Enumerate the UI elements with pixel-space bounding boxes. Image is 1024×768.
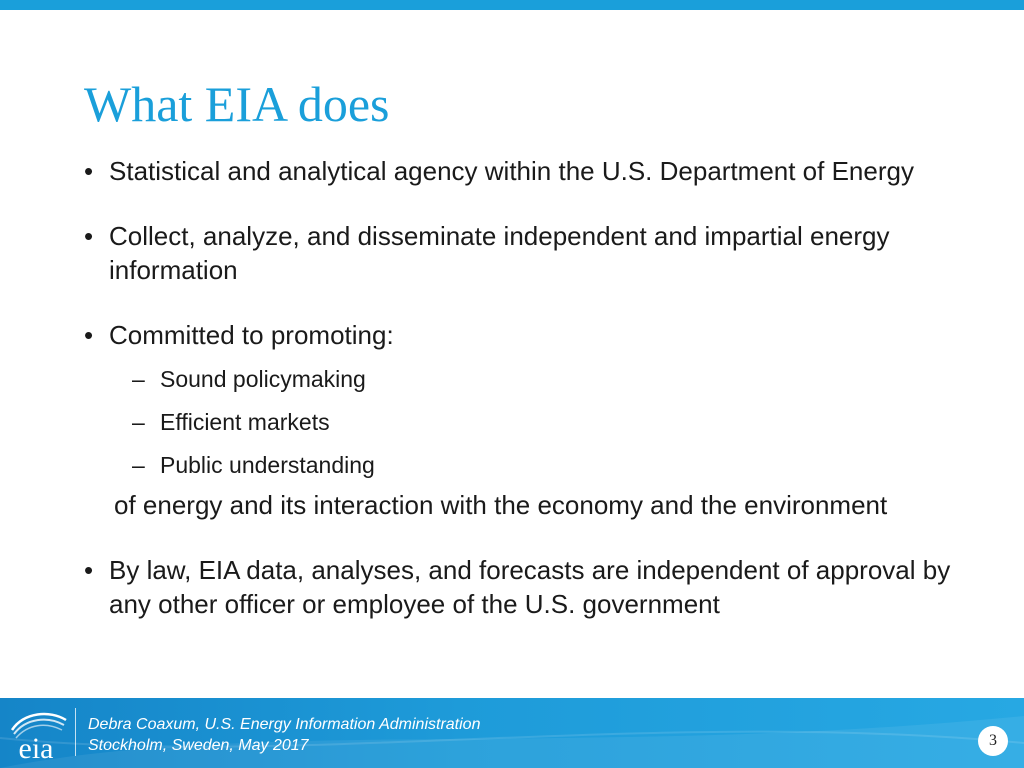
sub-bullet-item bbox=[84, 450, 984, 480]
sub-bullet-text: Sound policymaking bbox=[160, 366, 366, 392]
bullet-item bbox=[84, 219, 984, 287]
sub-bullet-marker: – bbox=[132, 452, 145, 478]
bullet-marker: • bbox=[84, 555, 94, 585]
sub-bullet-item bbox=[84, 407, 984, 437]
bullet-marker: • bbox=[84, 156, 94, 186]
logo-divider bbox=[75, 708, 76, 756]
sub-bullet-text: Efficient markets bbox=[160, 409, 330, 435]
logo-text: eia bbox=[18, 732, 54, 762]
bullet-marker: • bbox=[84, 320, 94, 350]
footer-credits bbox=[88, 714, 480, 756]
sub-bullet-item bbox=[84, 364, 984, 394]
sub-bullet-text: Public understanding bbox=[160, 452, 375, 478]
bullet-text: By law, EIA data, analyses, and forecasts are independent of approval by any other officer or employee of the U.S. government bbox=[109, 555, 951, 619]
top-accent-bar bbox=[0, 0, 1024, 10]
bullet-text: Collect, analyze, and disseminate independent and impartial energy information bbox=[109, 221, 890, 285]
page-number-badge: 3 bbox=[978, 726, 1008, 756]
bullet-text: Statistical and analytical agency within the U.S. Department of Energy bbox=[109, 156, 914, 186]
bullet-text: Committed to promoting: bbox=[109, 320, 394, 350]
sub-bullet-marker: – bbox=[132, 409, 145, 435]
bullet-item bbox=[84, 553, 984, 621]
footer-bar bbox=[0, 698, 1024, 768]
sub-bullet-marker: – bbox=[132, 366, 145, 392]
slide-content bbox=[84, 154, 984, 621]
bullet-item bbox=[84, 154, 984, 188]
bullet-item bbox=[84, 318, 984, 352]
continuation-text: of energy and its interaction with the economy and the environment bbox=[114, 490, 888, 520]
footer-line-presenter: Debra Coaxum, U.S. Energy Information Administration bbox=[88, 716, 481, 733]
bullet-marker: • bbox=[84, 221, 94, 251]
footer-line-location: Stockholm, Sweden, May 2017 bbox=[88, 737, 309, 754]
eia-logo bbox=[6, 706, 70, 762]
slide-title: What EIA does bbox=[84, 76, 390, 132]
